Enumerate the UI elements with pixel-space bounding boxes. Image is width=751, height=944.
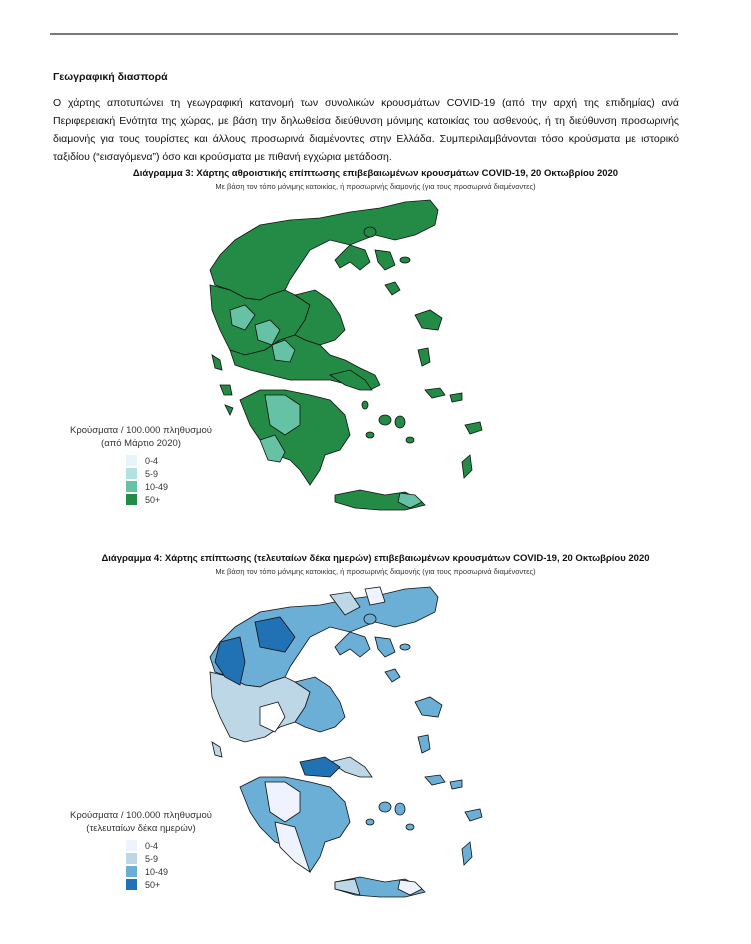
figure3-legend-title bbox=[56, 424, 226, 450]
figure3-title: Διάγραμμα 3: Χάρτης αθροιστικής επίπτωσης επιβεβαιωμένων κρουσμάτων COVID-19, 20 Οκτωβρίου 2020 bbox=[132, 168, 619, 179]
legend-swatch bbox=[126, 481, 137, 492]
legend-label: 5-9 bbox=[145, 468, 159, 479]
legend-item bbox=[126, 865, 226, 878]
legend-title-line1: Κρούσματα / 100.000 πληθυσμού bbox=[70, 810, 212, 821]
legend-swatch bbox=[126, 853, 137, 864]
figure4-title: Διάγραμμα 4: Χάρτης επίπτωσης (τελευταίων δέκα ημερών) επιβεβαιωμένων κρουσμάτων COVID-19, 20 Οκτωβρίου 2020 bbox=[101, 553, 650, 564]
greece-map-ten-days bbox=[200, 577, 490, 917]
legend-label: 50+ bbox=[145, 494, 161, 505]
legend-swatch bbox=[126, 455, 137, 466]
figure4-legend-title bbox=[56, 809, 226, 835]
legend-title-line1: Κρούσματα / 100.000 πληθυσμού bbox=[70, 425, 212, 436]
legend-title-line2: (από Μάρτιο 2020) bbox=[101, 438, 181, 449]
figure3-legend bbox=[56, 424, 226, 506]
section-title: Γεωγραφική διασπορά bbox=[53, 71, 168, 83]
legend-swatch bbox=[126, 468, 137, 479]
legend-swatch bbox=[126, 840, 137, 851]
figure3-subtitle: Με βάση τον τόπο μόνιμης κατοικίας, ή προσωρινής διαμονής (για τους προσωρινά διαμένοντες) bbox=[215, 182, 536, 191]
greece-map-cumulative bbox=[200, 190, 490, 530]
figure4-legend bbox=[56, 809, 226, 891]
legend-label: 5-9 bbox=[145, 853, 159, 864]
legend-item bbox=[126, 878, 226, 891]
legend-item bbox=[126, 852, 226, 865]
legend-item bbox=[126, 454, 226, 467]
legend-item bbox=[126, 493, 226, 506]
legend-swatch bbox=[126, 879, 137, 890]
header-rule bbox=[50, 33, 678, 35]
legend-label: 10-49 bbox=[145, 866, 169, 877]
legend-swatch bbox=[126, 866, 137, 877]
legend-item bbox=[126, 480, 226, 493]
legend-item bbox=[126, 467, 226, 480]
intro-paragraph: Ο χάρτης αποτυπώνει τη γεωγραφική κατανομή των συνολικών κρουσμάτων COVID-19 (από την αρχή της επιδημίας) ανά Περιφερειακή Ενότητα της χώρας, με βάση την δηλωθείσα διεύθυνση μόνιμης κατοικίας του ασθενούς, ή τη διεύθυνση προσωρινής διαμονής για τους τουρίστες και άλλους προσωρινά διαμένοντες στην Ελλάδα. Συμπεριλαμβάνονται τόσο κρούσματα με ιστορικό ταξιδίου (“εισαγόμενα”) όσο και κρούσματα με πιθανή εγχώρια μετάδοση. bbox=[53, 97, 679, 163]
legend-label: 10-49 bbox=[145, 481, 169, 492]
legend-title-line2: (τελευταίων δέκα ημερών) bbox=[86, 823, 196, 834]
legend-swatch bbox=[126, 494, 137, 505]
legend-label: 0-4 bbox=[145, 455, 159, 466]
figure4-subtitle: Με βάση τον τόπο μόνιμης κατοικίας, ή προσωρινής διαμονής (για τους προσωρινά διαμένοντες) bbox=[215, 567, 536, 576]
legend-label: 0-4 bbox=[145, 840, 159, 851]
legend-label: 50+ bbox=[145, 879, 161, 890]
legend-item bbox=[126, 839, 226, 852]
